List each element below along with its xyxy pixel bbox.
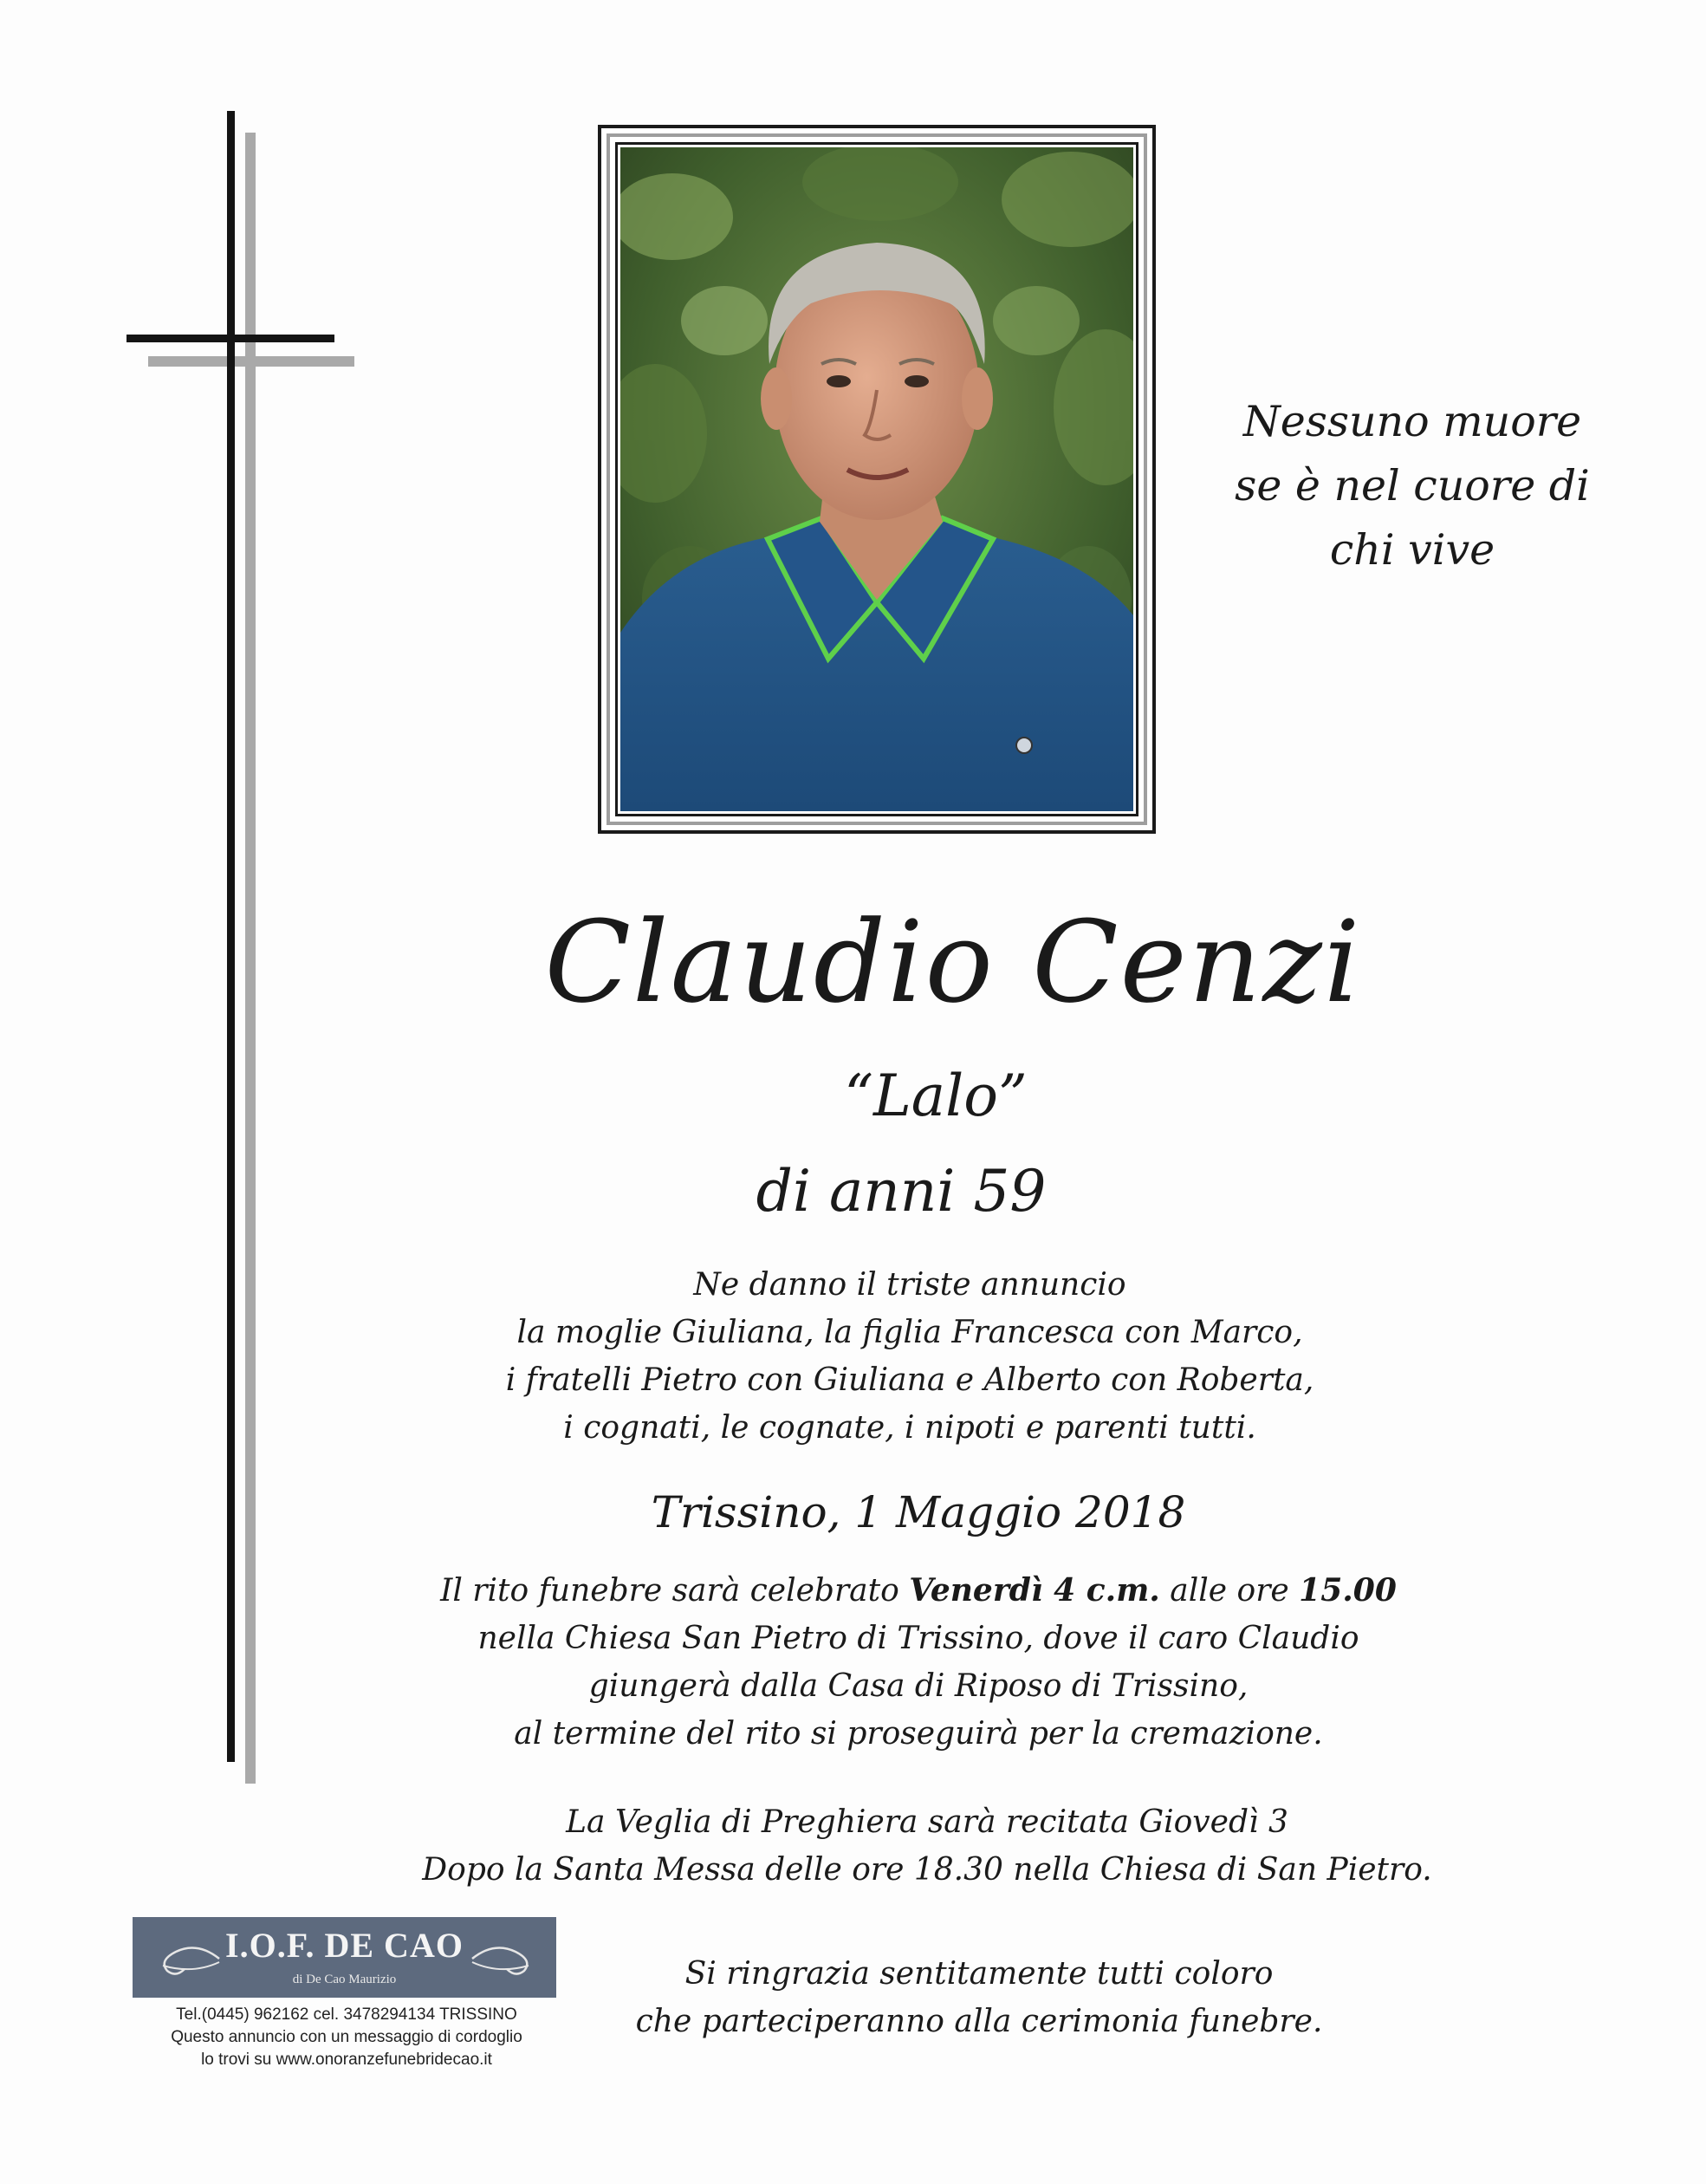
quote-line-3: chi vive bbox=[1329, 525, 1495, 575]
rite-line-3: giungerà dalla Casa di Riposo di Trissino, bbox=[588, 1668, 1249, 1704]
contact-note-2: lo trovi su www.onoranzefunebridecao.it bbox=[201, 2051, 492, 2069]
rite-line-1-mid: alle ore bbox=[1159, 1573, 1300, 1609]
rite-line-1 bbox=[381, 1567, 1456, 1615]
family-line: i fratelli Pietro con Giuliana e Alberto con Roberta, bbox=[505, 1362, 1314, 1398]
funeral-home-name: I.O.F. DE CAO bbox=[225, 1926, 464, 1965]
cross-vertical bbox=[227, 111, 235, 1762]
family-line: i cognati, le cognate, i nipoti e parenti tutti. bbox=[563, 1410, 1256, 1446]
deceased-nickname: “Lalo” bbox=[844, 1063, 1028, 1129]
cross-horizontal-shadow bbox=[148, 356, 354, 367]
cross-vertical-shadow bbox=[245, 133, 256, 1784]
quote-line-2: se è nel cuore di bbox=[1235, 461, 1590, 510]
family-announcement bbox=[433, 1261, 1386, 1452]
vigil-line-2: Dopo la Santa Messa delle ore 18.30 nella Chiesa di San Pietro. bbox=[422, 1852, 1432, 1888]
rite-line-2: nella Chiesa San Pietro di Trissino, dove il caro Claudio bbox=[477, 1621, 1359, 1656]
contact-phones: Tel.(0445) 962162 cel. 3478294134 TRISSINO bbox=[176, 2005, 517, 2024]
rite-time: 15.00 bbox=[1299, 1572, 1397, 1609]
portrait-photo bbox=[620, 147, 1133, 811]
funeral-home-contact bbox=[121, 2004, 572, 2071]
funeral-rite-details bbox=[381, 1567, 1456, 1758]
vigil-line-1: La Veglia di Preghiera sarà recitata Giovedì 3 bbox=[566, 1804, 1288, 1840]
cross-horizontal bbox=[126, 335, 334, 342]
funeral-home-owner: di De Cao Maurizio bbox=[292, 1973, 397, 1986]
thanks-line-2: che parteciperanno alla cerimonia funebre. bbox=[635, 2004, 1323, 2039]
family-line: Ne danno il triste annuncio bbox=[693, 1267, 1126, 1303]
rite-line-4: al termine del rito si proseguirà per la cremazione. bbox=[514, 1716, 1323, 1752]
thanks-message bbox=[607, 1950, 1352, 2045]
contact-note-1: Questo annuncio con un messaggio di cordoglio bbox=[171, 2028, 522, 2046]
memorial-quote bbox=[1187, 390, 1638, 582]
deceased-name: Claudio Cenzi bbox=[544, 896, 1362, 1028]
rite-line-1-text: Il rito funebre sarà celebrato bbox=[440, 1573, 910, 1609]
quote-line-1: Nessuno muore bbox=[1242, 397, 1582, 446]
family-line: la moglie Giuliana, la figlia Francesca con Marco, bbox=[516, 1315, 1303, 1350]
vigil-details bbox=[338, 1798, 1516, 1894]
rite-day: Venerdì 4 c.m. bbox=[909, 1572, 1160, 1609]
thanks-line-1: Si ringrazia sentitamente tutti coloro bbox=[684, 1956, 1274, 1992]
place-and-date: Trissino, 1 Maggio 2018 bbox=[651, 1487, 1186, 1537]
deceased-age: di anni 59 bbox=[756, 1158, 1047, 1225]
